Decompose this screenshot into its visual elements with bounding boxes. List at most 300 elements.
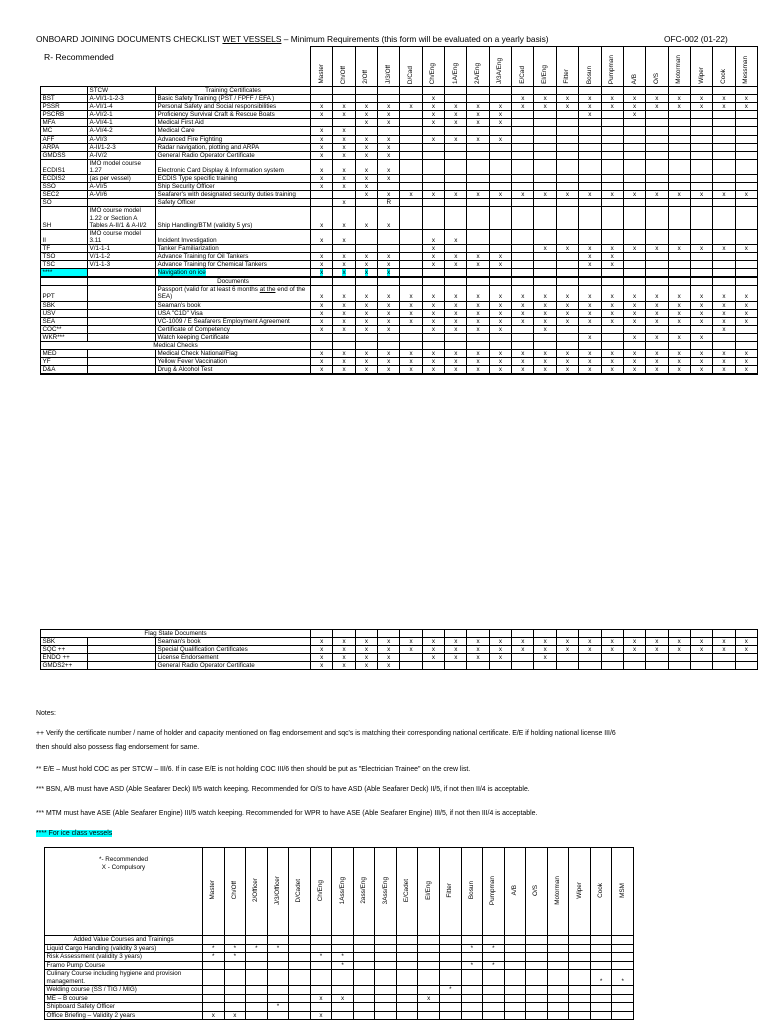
- mark-cell: [579, 127, 601, 135]
- row-name: Ship Handling/BTM (validity 5 yrs): [156, 207, 311, 229]
- mark-cell: [735, 207, 757, 229]
- mark-cell: [735, 199, 757, 207]
- row-code: SSO: [41, 183, 88, 191]
- mark-cell: [440, 936, 462, 945]
- mark-cell: [735, 183, 757, 191]
- rank-header: [467, 47, 489, 87]
- mark-cell: x: [445, 119, 467, 127]
- mark-cell: [467, 175, 489, 183]
- mark-cell: x: [333, 301, 355, 309]
- rank-label: Master: [317, 64, 325, 84]
- mark-cell: [489, 95, 511, 103]
- rank-header: [203, 848, 225, 936]
- mark-cell: x: [623, 638, 645, 646]
- mark-cell: x: [422, 358, 444, 366]
- mark-cell: [646, 143, 668, 151]
- course-name: Culinary Course including hygiene and provision management.: [45, 970, 203, 986]
- mark-cell: [735, 342, 757, 350]
- rank-label: J/3/Off: [384, 65, 392, 84]
- mark-cell: [333, 119, 355, 127]
- mark-cell: x: [601, 244, 623, 252]
- mark-cell: x: [713, 286, 735, 301]
- mark-cell: [668, 229, 690, 244]
- rank-label: Ch/Off: [340, 65, 348, 84]
- mark-cell: [590, 986, 612, 995]
- mark-cell: [267, 936, 289, 945]
- mark-cell: [735, 229, 757, 244]
- mark-cell: x: [355, 646, 377, 654]
- mark-cell: [203, 970, 225, 986]
- mark-cell: [646, 342, 668, 350]
- mark-cell: [735, 127, 757, 135]
- rank-label: 2/Officer: [252, 878, 260, 903]
- mark-cell: [569, 1003, 591, 1012]
- mark-cell: [289, 986, 311, 995]
- mark-cell: x: [355, 159, 377, 174]
- mark-cell: [534, 127, 556, 135]
- mark-cell: [353, 961, 375, 970]
- rank-header: [534, 47, 556, 87]
- mark-cell: x: [311, 325, 333, 333]
- mark-cell: x: [735, 286, 757, 301]
- legend-cell: [45, 848, 203, 936]
- mark-cell: x: [646, 638, 668, 646]
- mark-cell: x: [601, 191, 623, 199]
- mark-cell: [445, 244, 467, 252]
- row-stcw: [88, 333, 156, 341]
- rank-header: [445, 47, 467, 87]
- row-code: ARPA: [41, 143, 88, 151]
- mark-cell: [569, 936, 591, 945]
- mark-cell: [713, 127, 735, 135]
- mark-cell: x: [378, 638, 400, 646]
- mark-cell: [668, 151, 690, 159]
- mark-cell: x: [512, 350, 534, 358]
- checklist-row: [41, 143, 758, 151]
- mark-cell: [422, 278, 444, 286]
- mark-cell: x: [378, 159, 400, 174]
- mark-cell: [623, 269, 645, 277]
- mark-cell: [512, 199, 534, 207]
- checklist-row: [41, 127, 758, 135]
- mark-cell: [547, 953, 569, 962]
- mark-cell: [267, 961, 289, 970]
- mark-cell: x: [310, 1011, 332, 1020]
- mark-cell: [579, 654, 601, 662]
- mark-cell: x: [333, 638, 355, 646]
- row-stcw: IMO model course 1.27: [88, 159, 156, 174]
- mark-cell: [534, 183, 556, 191]
- mark-cell: x: [378, 662, 400, 670]
- mark-cell: x: [556, 309, 578, 317]
- mark-cell: x: [311, 135, 333, 143]
- mark-cell: x: [534, 301, 556, 309]
- mark-cell: x: [579, 309, 601, 317]
- course-row: [45, 970, 634, 986]
- mark-cell: [623, 135, 645, 143]
- mark-cell: x: [623, 646, 645, 654]
- mark-cell: x: [534, 350, 556, 358]
- rank-header: [547, 848, 569, 936]
- mark-cell: [735, 630, 757, 638]
- mark-cell: [355, 229, 377, 244]
- mark-cell: [526, 1003, 548, 1012]
- mark-cell: [512, 325, 534, 333]
- mark-cell: x: [556, 191, 578, 199]
- mark-cell: x: [355, 317, 377, 325]
- mark-cell: [668, 159, 690, 174]
- note-4: *** MTM must have ASE (Able Seafarer Engine) III/5 watch keeping. Recommended for WPR to have ASE (Able Seafarer Engine) III/5, if not then III/4 is acceptable.: [36, 810, 538, 817]
- mark-cell: [445, 278, 467, 286]
- rank-label: Fitter: [563, 69, 571, 84]
- row-code: COC**: [41, 325, 88, 333]
- mark-cell: [504, 970, 526, 986]
- rank-header: [461, 848, 483, 936]
- mark-cell: x: [422, 95, 444, 103]
- mark-cell: x: [646, 309, 668, 317]
- mark-cell: [601, 325, 623, 333]
- mark-cell: x: [355, 662, 377, 670]
- mark-cell: x: [445, 638, 467, 646]
- mark-cell: x: [400, 638, 422, 646]
- row-name: Drug & Alcohol Test: [156, 366, 311, 374]
- mark-cell: x: [646, 317, 668, 325]
- mark-cell: [512, 183, 534, 191]
- mark-cell: [333, 95, 355, 103]
- row-stcw: [88, 325, 156, 333]
- mark-cell: x: [333, 159, 355, 174]
- mark-cell: [378, 244, 400, 252]
- mark-cell: [612, 1011, 634, 1020]
- mark-cell: x: [668, 103, 690, 111]
- mark-cell: x: [556, 103, 578, 111]
- mark-cell: [224, 961, 246, 970]
- mark-cell: x: [556, 646, 578, 654]
- mark-cell: x: [400, 286, 422, 301]
- row-name: Watch keeping Certificate: [156, 333, 311, 341]
- mark-cell: x: [400, 309, 422, 317]
- mark-cell: [547, 936, 569, 945]
- checklist-row: [41, 309, 758, 317]
- mark-cell: [400, 244, 422, 252]
- mark-cell: x: [713, 358, 735, 366]
- mark-cell: x: [378, 207, 400, 229]
- rank-label: 1Ass/Eng: [338, 876, 346, 904]
- mark-cell: [534, 111, 556, 119]
- mark-cell: x: [601, 95, 623, 103]
- mark-cell: [556, 119, 578, 127]
- mark-cell: [512, 654, 534, 662]
- mark-cell: [422, 342, 444, 350]
- row-stcw: (as per vessel): [88, 175, 156, 183]
- mark-cell: x: [579, 244, 601, 252]
- mark-cell: [489, 630, 511, 638]
- mark-cell: *: [461, 961, 483, 970]
- rank-label: 2A/Eng: [474, 62, 482, 84]
- mark-cell: [467, 127, 489, 135]
- rank-label: Cook: [719, 68, 727, 84]
- row-name: Basic Safety Training (PST / FPFF / EFA ): [156, 95, 311, 103]
- mark-cell: [646, 183, 668, 191]
- mark-cell: [512, 143, 534, 151]
- mark-cell: x: [467, 358, 489, 366]
- mark-cell: [646, 261, 668, 269]
- mark-cell: x: [646, 191, 668, 199]
- mark-cell: [601, 269, 623, 277]
- note-1a: ++ Verify the certificate number / name of holder and capacity mentioned on flag endorsement and sqc's is matching their corresponding national certificate. E/E if holding national license III/6: [36, 730, 616, 737]
- mark-cell: x: [534, 317, 556, 325]
- mark-cell: x: [311, 358, 333, 366]
- checklist-row: [41, 207, 758, 229]
- mark-cell: [355, 333, 377, 341]
- mark-cell: x: [489, 301, 511, 309]
- row-code: II: [41, 229, 88, 244]
- row-stcw: V/1-1-3: [88, 261, 156, 269]
- row-code: GMDS2++: [41, 662, 88, 670]
- mark-cell: *: [483, 961, 505, 970]
- rank-label: Motorman: [675, 55, 683, 84]
- mark-cell: x: [489, 135, 511, 143]
- mark-cell: [461, 986, 483, 995]
- mark-cell: [375, 970, 397, 986]
- checklist-row: [41, 662, 758, 670]
- mark-cell: [713, 252, 735, 260]
- mark-cell: [489, 87, 511, 95]
- rank-header: [646, 47, 668, 87]
- mark-cell: [353, 953, 375, 962]
- rank-header: [311, 47, 333, 87]
- mark-cell: [378, 278, 400, 286]
- mark-cell: x: [735, 358, 757, 366]
- rank-header: [422, 47, 444, 87]
- mark-cell: [569, 1011, 591, 1020]
- mark-cell: x: [378, 103, 400, 111]
- mark-cell: x: [467, 261, 489, 269]
- mark-cell: [569, 994, 591, 1003]
- course-name: Liquid Cargo Handling (validity 3 years): [45, 944, 203, 953]
- mark-cell: R: [378, 199, 400, 207]
- mark-cell: [668, 630, 690, 638]
- mark-cell: [355, 342, 377, 350]
- row-name: Advanced Fire Fighting: [156, 135, 311, 143]
- mark-cell: [601, 630, 623, 638]
- rank-header: [512, 47, 534, 87]
- mark-cell: x: [355, 309, 377, 317]
- mark-cell: [713, 143, 735, 151]
- mark-cell: x: [489, 252, 511, 260]
- rank-header: [668, 47, 690, 87]
- mark-cell: x: [355, 261, 377, 269]
- mark-cell: x: [203, 1011, 225, 1020]
- rank-header: [289, 848, 311, 936]
- mark-cell: [534, 159, 556, 174]
- mark-cell: x: [713, 191, 735, 199]
- mark-cell: [512, 630, 534, 638]
- mark-cell: x: [579, 103, 601, 111]
- mark-cell: x: [556, 286, 578, 301]
- checklist-row: [41, 119, 758, 127]
- mark-cell: [378, 87, 400, 95]
- mark-cell: x: [355, 325, 377, 333]
- mark-cell: [422, 127, 444, 135]
- mark-cell: [396, 944, 418, 953]
- mark-cell: [289, 994, 311, 1003]
- mark-cell: x: [668, 95, 690, 103]
- mark-cell: [556, 151, 578, 159]
- mark-cell: [612, 944, 634, 953]
- rank-label: El/Eng: [541, 65, 549, 84]
- mark-cell: [512, 342, 534, 350]
- mark-cell: [333, 87, 355, 95]
- mark-cell: [735, 159, 757, 174]
- cell-blank: [512, 374, 534, 375]
- mark-cell: [713, 119, 735, 127]
- checklist-row: [41, 183, 758, 191]
- mark-cell: x: [601, 103, 623, 111]
- value-added-table: [44, 847, 634, 1020]
- mark-cell: [579, 183, 601, 191]
- mark-cell: x: [534, 325, 556, 333]
- mark-cell: [400, 333, 422, 341]
- mark-cell: x: [489, 325, 511, 333]
- mark-cell: x: [601, 252, 623, 260]
- mark-cell: [353, 970, 375, 986]
- mark-cell: x: [355, 358, 377, 366]
- mark-cell: [440, 961, 462, 970]
- mark-cell: x: [333, 261, 355, 269]
- checklist-row: [41, 269, 758, 277]
- rank-label: 1A/Eng: [451, 62, 459, 84]
- cell-blank: [713, 374, 735, 375]
- mark-cell: x: [735, 350, 757, 358]
- rank-header: [612, 848, 634, 936]
- mark-cell: [400, 278, 422, 286]
- mark-cell: [355, 630, 377, 638]
- mark-cell: x: [579, 358, 601, 366]
- document-title: [36, 34, 768, 44]
- mark-cell: x: [534, 286, 556, 301]
- mark-cell: [690, 252, 712, 260]
- mark-cell: x: [623, 350, 645, 358]
- checklist-row: [41, 286, 758, 301]
- mark-cell: x: [333, 325, 355, 333]
- cell-blank: [601, 374, 623, 375]
- mark-cell: [246, 953, 268, 962]
- mark-cell: [556, 278, 578, 286]
- mark-cell: [668, 261, 690, 269]
- mark-cell: x: [422, 317, 444, 325]
- mark-cell: [375, 953, 397, 962]
- section-header-row: [45, 936, 634, 945]
- mark-cell: [556, 229, 578, 244]
- mark-cell: [400, 143, 422, 151]
- mark-cell: [590, 1003, 612, 1012]
- mark-cell: x: [735, 244, 757, 252]
- mark-cell: [461, 1003, 483, 1012]
- rank-label: 3Ass/Eng: [381, 876, 389, 904]
- mark-cell: x: [422, 638, 444, 646]
- mark-cell: [735, 654, 757, 662]
- mark-cell: [422, 207, 444, 229]
- mark-cell: [690, 630, 712, 638]
- row-name: Radar navigation, plotting and ARPA: [156, 143, 311, 151]
- mark-cell: [556, 183, 578, 191]
- row-code: AFF: [41, 135, 88, 143]
- mark-cell: [569, 944, 591, 953]
- mark-cell: [461, 1011, 483, 1020]
- mark-cell: [735, 662, 757, 670]
- mark-cell: [396, 1003, 418, 1012]
- cell-blank: [41, 374, 88, 375]
- mark-cell: x: [601, 366, 623, 374]
- mark-cell: [612, 961, 634, 970]
- mark-cell: [547, 986, 569, 995]
- mark-cell: *: [483, 944, 505, 953]
- mark-cell: [461, 970, 483, 986]
- checklist-row: [41, 151, 758, 159]
- rank-label: J/3A/Eng: [496, 57, 504, 84]
- row-code: ECDIS1: [41, 159, 88, 174]
- mark-cell: x: [422, 252, 444, 260]
- section-header-row: [41, 87, 758, 95]
- requirements-table: [40, 46, 758, 375]
- mark-cell: [590, 953, 612, 962]
- mark-cell: x: [355, 654, 377, 662]
- mark-cell: x: [355, 103, 377, 111]
- row-name-part: Passport (valid for at least 6 months: [157, 286, 260, 294]
- row-stcw: [88, 309, 156, 317]
- row-stcw: [88, 358, 156, 366]
- mark-cell: [534, 662, 556, 670]
- row-code: SEA: [41, 317, 88, 325]
- mark-cell: x: [601, 286, 623, 301]
- mark-cell: x: [311, 638, 333, 646]
- mark-cell: x: [400, 366, 422, 374]
- mark-cell: [668, 342, 690, 350]
- mark-cell: [547, 944, 569, 953]
- mark-cell: x: [355, 366, 377, 374]
- mark-cell: [646, 111, 668, 119]
- row-code: PSCRB: [41, 111, 88, 119]
- mark-cell: x: [668, 317, 690, 325]
- checklist-row: [41, 252, 758, 260]
- mark-cell: [445, 662, 467, 670]
- mark-cell: [333, 278, 355, 286]
- mark-cell: [646, 135, 668, 143]
- mark-cell: x: [378, 252, 400, 260]
- mark-cell: [355, 278, 377, 286]
- mark-cell: [489, 342, 511, 350]
- mark-cell: x: [690, 333, 712, 341]
- mark-cell: [713, 261, 735, 269]
- course-row: [45, 961, 634, 970]
- mark-cell: [579, 342, 601, 350]
- mark-cell: [623, 151, 645, 159]
- mark-cell: [534, 252, 556, 260]
- mark-cell: x: [623, 191, 645, 199]
- mark-cell: [400, 159, 422, 174]
- mark-cell: x: [378, 301, 400, 309]
- mark-cell: x: [579, 333, 601, 341]
- mark-cell: x: [489, 309, 511, 317]
- row-stcw: V/1-1-2: [88, 252, 156, 260]
- mark-cell: [378, 630, 400, 638]
- mark-cell: [467, 333, 489, 341]
- mark-cell: x: [489, 646, 511, 654]
- mark-cell: [623, 175, 645, 183]
- mark-cell: x: [333, 151, 355, 159]
- row-code: D&A: [41, 366, 88, 374]
